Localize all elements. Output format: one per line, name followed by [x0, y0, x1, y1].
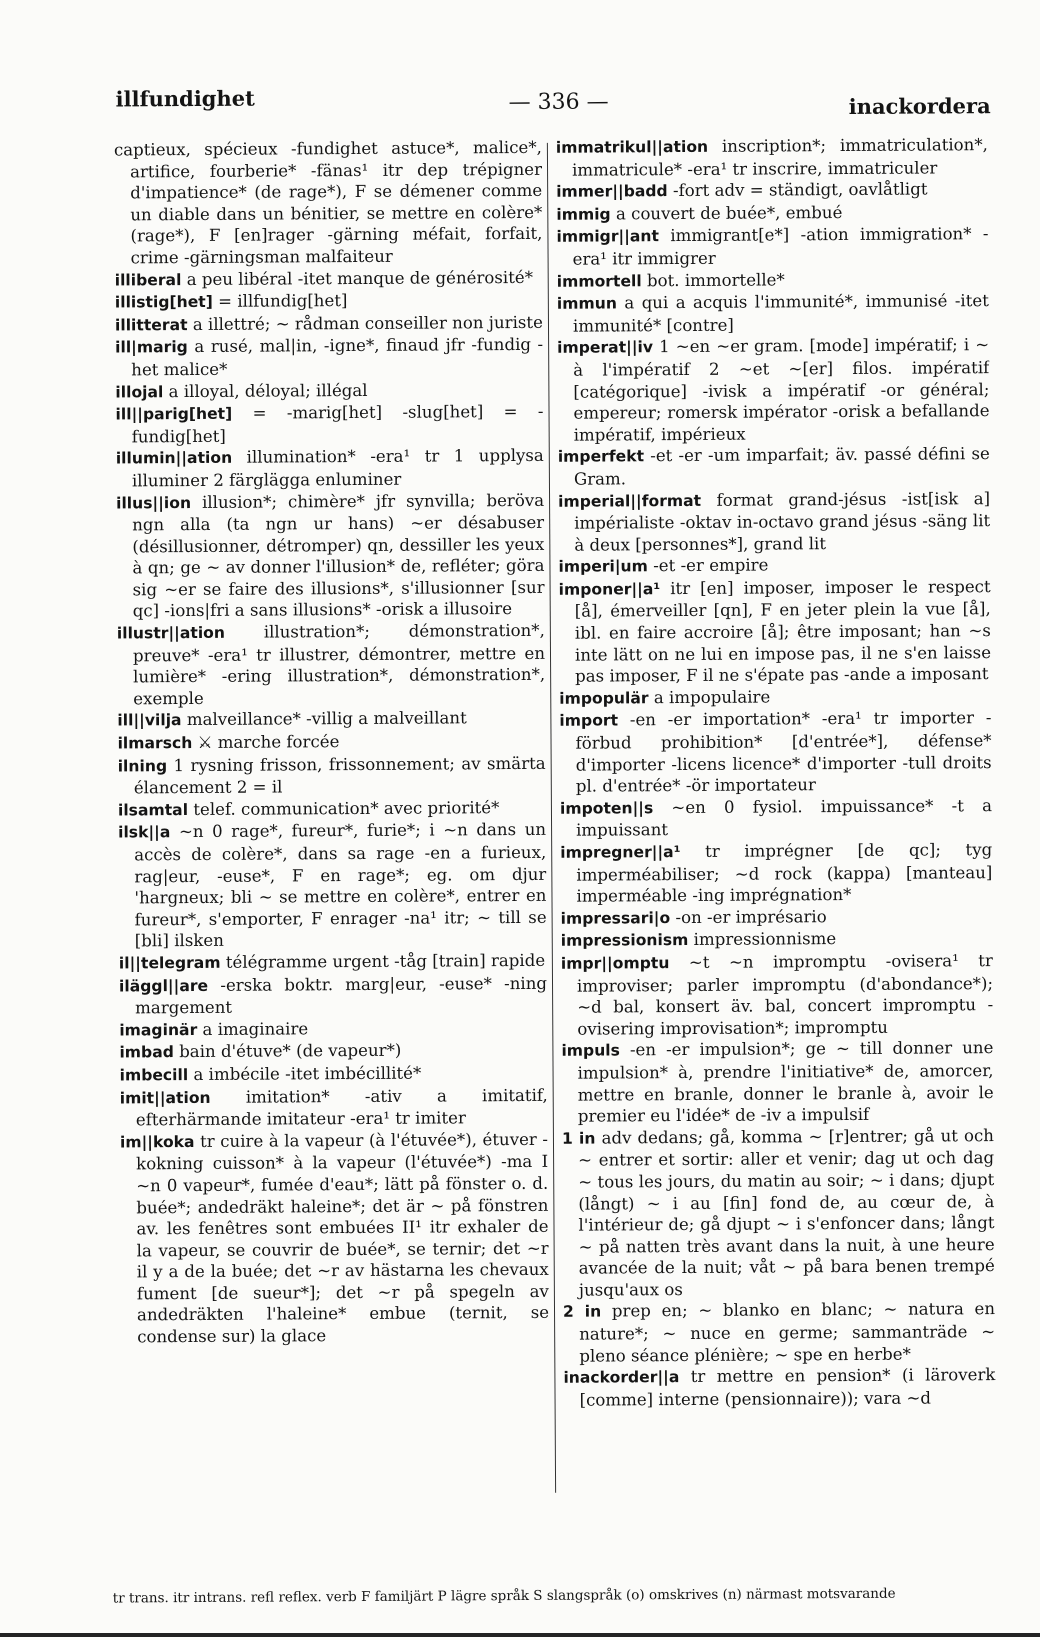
entry-definition: telef. communication* avec priorité*	[193, 797, 500, 819]
entry-definition: malveillance* -villig a malveillant	[186, 708, 467, 730]
entry-definition: tr mettre en pension* (i läroverk [comme] interne (pensionnaire)); vara ~d	[579, 1365, 996, 1410]
entry-headword: impregner||a¹	[560, 843, 681, 862]
entry-definition: = illfundig[het]	[218, 291, 348, 311]
entry-headword: illumin||ation	[115, 449, 233, 468]
entry-definition: a imbécile -itet imbécillité*	[193, 1063, 422, 1084]
page-number: — 336 —	[508, 89, 609, 116]
dictionary-entry	[119, 1039, 547, 1064]
entry-definition: 1 rysning frisson, frissonnement; av smärta élancement 2 = il	[133, 753, 546, 798]
dictionary-entry	[115, 289, 543, 314]
dictionary-entry	[560, 795, 992, 842]
dictionary-entry	[118, 797, 546, 822]
entry-headword: impuls	[561, 1041, 620, 1061]
dictionary-entry	[119, 950, 547, 975]
entry-headword: im||koka	[119, 1132, 195, 1152]
entry-definition: inscription*; immatriculation*, immatricule* -era¹ tr inscrire, immatriculer	[571, 135, 988, 180]
dictionary-entry	[561, 1037, 994, 1127]
abbreviation-footnote: tr trans. itr intrans. refl reflex. verb F familjärt P lägre språk S slangspråk (o) omskrives (n) närmast motsvarande	[112, 1585, 896, 1607]
entry-headword: impopulär	[559, 689, 649, 708]
entry-definition: ~t ~n impromptu -ovisera¹ tr improviser; parler impromptu (d'abondance*); ~d bal, konsert äv. bal, concert impromptu -ovisering improvisation*; impromptu	[576, 951, 994, 1039]
entry-definition: a rusé, mal|in, -igne*, finaud jfr -fundig -het malice*	[131, 335, 544, 380]
entry-headword: ilsamtal	[117, 800, 189, 820]
entry-headword: import	[559, 711, 619, 731]
dictionary-entry	[560, 839, 992, 907]
entry-headword: illitterat	[114, 315, 188, 335]
dictionary-entry	[561, 950, 994, 1040]
entry-definition: illustration*; démonstration*, preuve* -era¹ tr illustrer, démontrer, mettre en lumière* -ering illustration*, démonstration*, exemple	[132, 620, 546, 709]
entry-definition: -erska boktr. marg|eur, -euse* -ning margement	[135, 973, 548, 1018]
running-head-right: inackordera	[848, 93, 991, 119]
entry-headword: impressari|o	[560, 908, 671, 928]
right-column	[556, 134, 996, 1487]
entry-definition: = -marig[het] -slug[het] = -fundig[het]	[131, 401, 544, 447]
entry-definition: a imaginaire	[202, 1019, 309, 1039]
entry-headword: ilmarsch	[117, 734, 193, 753]
entry-headword: impressionism	[560, 931, 689, 951]
dictionary-entry	[557, 268, 989, 293]
entry-headword: immig	[556, 205, 611, 224]
entry-definition: -et -er -um imparfait; äv. passé défini se Gram.	[573, 444, 990, 489]
dictionary-entry	[557, 290, 989, 337]
entry-headword: impr||omptu	[560, 954, 670, 973]
dictionary-entry	[559, 708, 992, 798]
dictionary-entry	[563, 1299, 995, 1367]
entry-headword: ilsk||a	[118, 823, 171, 842]
dictionary-entry	[559, 576, 992, 688]
entry-headword: immun	[556, 294, 617, 313]
entry-definition: illusion*; chimère* jfr synvilla; beröva ngn alla (ta ngn ur hans) ~er désabuser (désillusionner, détromper) qn, dessiller les yeux à qn; ge ~ av donner l'illusion* de, refléter; göra sig ~er se faire des illusions*, s'illusionner [sur qc] -ions|fri a sans illusions* -orisk a illusoire	[132, 490, 545, 621]
entry-headword: imbecill	[119, 1065, 189, 1085]
entry-headword: imperi|um	[558, 557, 648, 577]
entry-headword: inackorder||a	[563, 1368, 680, 1387]
entry-definition: -en -er importation* -era¹ tr importer -förbud prohibition* [d'entrée*], défense* d'importer -licens licence* d'importer -tull droits pl. d'entrée* -ör importateur	[575, 708, 992, 796]
dictionary-entry	[119, 1062, 547, 1087]
entry-headword: immer||badd	[556, 182, 668, 201]
dictionary-entry	[556, 134, 988, 181]
entry-headword: illustr||ation	[116, 623, 226, 643]
dictionary-entry	[120, 1129, 549, 1349]
entry-definition: ⚔ marche forcée	[197, 732, 340, 752]
dictionary-entry	[114, 137, 543, 269]
entry-headword: illistig[het]	[114, 293, 213, 312]
entry-headword: imperial||format	[558, 491, 702, 511]
dictionary-entry	[120, 1084, 548, 1131]
dictionary-entry	[558, 488, 990, 556]
entry-definition: tr cuire à la vapeur (à l'étuvée*), étuver -kokning cuisson* à la vapeur (l'étuvée*) -ma I ~n 0 vapeur*, fumée d'eau*; lätt på fönster o. d. buée*; andedräkt haleine*; det är ~ på fönstren av. les fenêtres sont embuées II¹ itr exhaler de la vapeur, se couvrir de buée*, se ternir; det ~r il y a de la buée; det ~r av hästarna les chevaux fument [de sueur*]; det ~r på spegeln av andedräkten l'haleine* embue (ternit, se condense sur) la glace	[136, 1129, 550, 1347]
entry-headword: immigr||ant	[556, 227, 660, 247]
entry-definition: a qui a acquis l'immunité*, immunisé -itet immunité* [contre]	[572, 291, 989, 336]
dictionary-entry	[115, 401, 543, 448]
entry-headword: immatrikul||ation	[555, 137, 709, 157]
entry-headword: imit||ation	[119, 1088, 211, 1107]
entry-headword: ill||vilja	[117, 711, 182, 730]
entry-headword: imbad	[119, 1043, 174, 1062]
dictionary-entry	[119, 972, 547, 1019]
entry-headword: impoten||s	[559, 798, 654, 818]
entry-headword: ill|marig	[115, 338, 188, 357]
entry-definition: -on -er imprésario	[675, 906, 827, 927]
entry-definition: format grand-jésus -ist[isk a] impérialiste -oktav in-octavo grand jésus -säng lit à deux [personnes*], grand lit	[574, 488, 991, 555]
entry-definition: impressionnisme	[693, 929, 837, 950]
dictionary-entry	[116, 489, 545, 622]
dictionary-entry	[115, 378, 543, 403]
entry-definition: imitation* -ativ a imitatif, efterhärmande imitateur -era¹ tr imiter	[135, 1085, 548, 1130]
entry-definition: ~n 0 rage*, fureur*, furie*; i ~n dans un accès de colère*, dans sa rage -en a furieux, rag|eur, -euse*, F en rage*; eg. om djur 'hargneux; bli ~ se mettre en colère*, entrer en fureur*, s'emporter, F enrager -na¹ itr; ~ till se [bli] ilsken	[134, 820, 547, 951]
entry-definition: tr imprégner [de qc]; tyg imperméabiliser; ~d rock (kappa) [manteau] imperméable -ing imprégnation*	[576, 840, 993, 906]
entry-headword: ill||parig[het]	[115, 404, 233, 424]
entry-definition: prep en; ~ blanko en blanc; ~ natura en nature*; ~ nuce en germe; sammanträde ~ pleno séance plénière; ~ spe en herbe*	[579, 1299, 996, 1366]
entry-definition: a illoyal, déloyal; illégal	[168, 380, 368, 401]
entry-definition: itr [en] imposer, imposer le respect [å], émerveiller [qn], F en jeter plein la vue [å], ibl. en faire accroire [å]; être imposant; han ~s inte lätt on ne lui en impose pas, il ne s'en laisse pas imposer, F il ne s'épate pas -ande a imposant	[574, 576, 992, 686]
entry-definition: a couvert de buée*, embué	[615, 202, 843, 224]
entry-definition: a peu libéral -itet manque de générosité*	[186, 267, 534, 289]
dictionary-entry	[562, 1125, 995, 1301]
left-column	[114, 137, 550, 1490]
entry-definition: 1 ~en ~er gram. [mode] impératif; i ~ à l'impératif 2 ~et ~[er] filos. impératif [catégorique] -ivisk a impératif -or général; empereur; romersk impérator -orisk a befallande impératif, impérieux	[573, 335, 990, 445]
entry-definition: -fort adv = ständigt, oavlåtligt	[672, 179, 928, 201]
entry-definition: bot. immortelle*	[646, 269, 785, 290]
entry-headword: ilning	[117, 756, 168, 776]
dictionary-entry	[558, 443, 990, 490]
entry-definition: a impopulaire	[653, 687, 771, 708]
dictionary-entry	[563, 1364, 995, 1411]
entry-headword: immortell	[556, 271, 642, 291]
dictionary-entry	[556, 224, 988, 271]
entry-headword: 1 in	[561, 1129, 596, 1148]
dictionary-entry	[116, 445, 544, 492]
entry-headword: illiberal	[114, 270, 182, 290]
entry-headword: imperfekt	[557, 447, 645, 467]
entry-definition: a illettré; ~ rådman conseiller non juriste	[192, 312, 543, 334]
running-head-left: illfundighet	[115, 85, 255, 112]
entry-definition: ~en 0 fysiol. impuissance* -t a impuissant	[576, 795, 992, 841]
entry-definition: captieux, spécieux -fundighet astuce*, malice*, artifice, fourberie* -fänas¹ itr dep trépigner d'impatience* (de rage*), F se démener comme un diable dans un bénitier, se mettre en colère* (rage*), F [en]rager -gärning méfait, forfait, crime -gärningsman malfaiteur	[113, 137, 543, 268]
entry-definition: immigrant[e*] -ation immigration* -era¹ itr immigrer	[572, 224, 989, 269]
entry-headword: illojal	[115, 382, 164, 401]
entry-headword: imperat||iv	[557, 338, 654, 358]
entry-headword: 2 in	[562, 1302, 602, 1322]
dictionary-entry	[117, 620, 546, 710]
dictionary-entry	[119, 1017, 547, 1042]
dictionary-entry	[556, 201, 988, 226]
entry-definition: -en -er impulsion*; ge ~ till donner une impulsion* à, prendre l'initiative* de, amorcer, mettre en branle, donner le branle à, avoir le premier eu l'idée* de -iv a impulsif	[577, 1038, 994, 1126]
dictionary-entry	[561, 905, 993, 930]
dictionary-entry	[557, 334, 990, 446]
dictionary-entry	[118, 819, 547, 952]
dictionary-entry	[117, 707, 545, 732]
entry-definition: adv dedans; gå, komma ~ [r]entrer; gå ut och ~ entrer et sortir: aller et venir; dag ut och dag ~ tous les jours, du matin au soir; ~ i dans; djupt (långt) ~ i au [fin] fond de, au cœur de, à l'intérieur de; gå djupt ~ i s'enfoncer dans; långt ~ på natten très avant dans la nuit, à une heure avancée de la nuit; våt ~ på bara benen trempé jusqu'aux os	[578, 1125, 995, 1300]
entry-definition: bain d'étuve* (de vapeur*)	[179, 1041, 402, 1062]
dictionary-entry	[115, 266, 543, 291]
entry-headword: imaginär	[119, 1020, 198, 1040]
entry-definition: télégramme urgent -tåg [train] rapide	[225, 950, 546, 972]
dictionary-entry	[561, 927, 993, 952]
entry-headword: imponer||a¹	[558, 580, 661, 599]
entry-definition: -et -er empire	[653, 555, 769, 576]
entry-headword: illus||ion	[116, 493, 192, 512]
dictionary-entry	[117, 730, 545, 755]
dictionary-entry	[115, 334, 543, 381]
entry-headword: il||telegram	[118, 953, 221, 973]
entry-definition: illumination* -era¹ tr 1 upplysa illuminer 2 färglägga enluminer	[131, 446, 544, 491]
entry-headword: iläggl||are	[118, 976, 209, 996]
dictionary-entry	[558, 553, 990, 578]
dictionary-entry	[118, 752, 546, 799]
dictionary-entry	[556, 178, 988, 203]
dictionary-entry	[559, 685, 991, 710]
dictionary-entry	[115, 312, 543, 337]
